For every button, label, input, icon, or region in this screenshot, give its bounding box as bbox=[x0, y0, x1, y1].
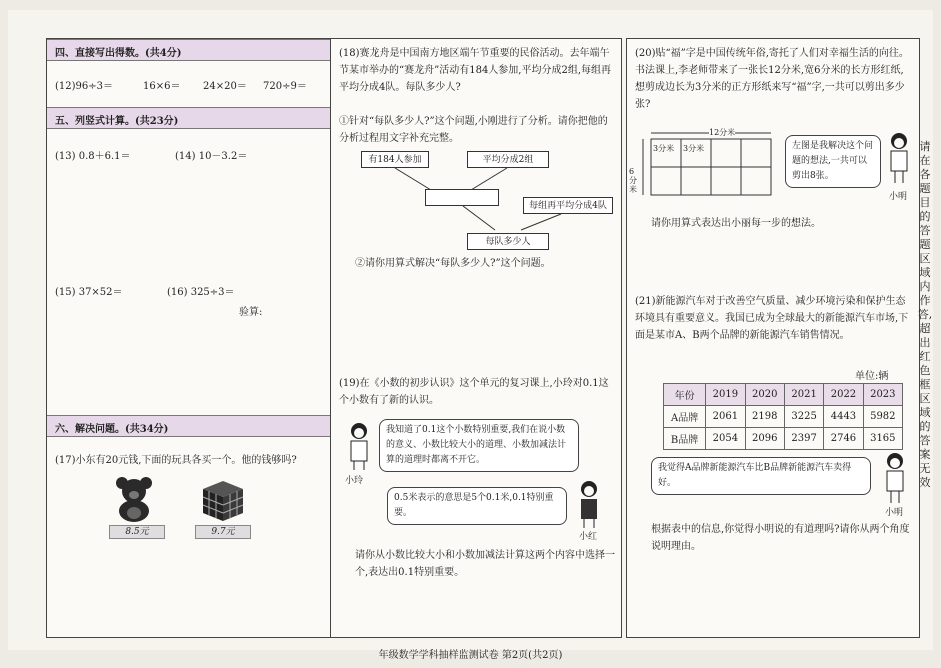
sales-table bbox=[663, 383, 903, 450]
bubble-hong: 0.5米表示的意思是5个0.1米,0.1特别重要。 bbox=[387, 487, 567, 525]
unit-label: 单位:辆 bbox=[855, 371, 889, 382]
q12-item-4: 720÷9＝ bbox=[263, 81, 307, 92]
section-6-title: 六、解决问题。(共34分) bbox=[47, 415, 335, 437]
q17: (17)小东有20元钱,下面的玩具各买一个。他的钱够吗? bbox=[55, 455, 297, 466]
girl-hong-icon bbox=[571, 479, 607, 529]
table-header-cell: 2019 bbox=[706, 384, 745, 406]
girl-ling-icon bbox=[341, 421, 377, 471]
table-header-row bbox=[664, 384, 903, 406]
q13: (13) 0.8＋6.1＝ bbox=[55, 151, 131, 162]
column-right bbox=[626, 38, 920, 638]
name-ming-2: 小明 bbox=[885, 508, 904, 518]
analysis-box-e: 每队多少人 bbox=[467, 233, 549, 250]
q21-text: (21)新能源汽车对于改善空气质量、减少环境污染和保护生态环境具有重要意义。我国已成为全球最大的新能源汽车市场,下面是某市A、B两个品牌的新能源汽车销售情况。 bbox=[635, 296, 909, 341]
table-cell: 2397 bbox=[784, 428, 823, 450]
analysis-box-b: 平均分成2组 bbox=[467, 151, 549, 168]
check-label: 验算: bbox=[239, 307, 263, 318]
price-cube: 9.7元 bbox=[195, 525, 251, 539]
boy-ming-2-icon bbox=[879, 451, 911, 505]
table-row bbox=[664, 428, 903, 450]
q20-ask: 请你用算式表达出小丽每一步的想法。 bbox=[651, 218, 821, 229]
boy-ming-icon bbox=[883, 131, 915, 185]
table-row bbox=[664, 406, 903, 428]
table-header-cell: 2023 bbox=[863, 384, 902, 406]
section-4-title: 四、直接写出得数。(共4分) bbox=[47, 39, 335, 61]
table-header-cell: 2021 bbox=[784, 384, 823, 406]
price-bear: 8.5元 bbox=[109, 525, 165, 539]
section-5-title: 五、列竖式计算。(共23分) bbox=[47, 107, 335, 129]
q18-part1: ①针对“每队多少人?”这个问题,小刚进行了分析。请你把他的分析过程用文字补充完整。 bbox=[339, 116, 608, 144]
analysis-connector-2 bbox=[461, 206, 601, 236]
table-cell: 2746 bbox=[824, 428, 863, 450]
table-cell: B品牌 bbox=[664, 428, 706, 450]
fig-square-1: 3分米 bbox=[653, 144, 675, 153]
bubble-ling: 我知道了0.1这个小数特别重要,我们在说小数的意义、小数比较大小的道理、小数加减法计算的道理时都离不开它。 bbox=[379, 419, 579, 472]
analysis-box-a: 有184人参加 bbox=[361, 151, 429, 168]
table-header-cell: 2022 bbox=[824, 384, 863, 406]
table-cell: A品牌 bbox=[664, 406, 706, 428]
q20-text: (20)贴“福”字是中国传统年俗,寄托了人们对幸福生活的向往。书法课上,李老师带来了一张长12分米,宽6分米的长方形红纸,想剪成边长为3分米的正方形纸来写“福”字,一共可以剪出多少张? bbox=[635, 48, 909, 110]
exam-paper bbox=[8, 10, 933, 650]
table-cell: 4443 bbox=[824, 406, 863, 428]
table-header-cell: 2020 bbox=[745, 384, 784, 406]
column-left bbox=[46, 38, 336, 638]
table-cell: 2054 bbox=[706, 428, 745, 450]
rubik-cube-icon bbox=[197, 475, 247, 523]
table-cell: 5982 bbox=[863, 406, 902, 428]
fig-length: 12分米 bbox=[709, 128, 736, 137]
table-header-cell: 年份 bbox=[664, 384, 706, 406]
q12-item-3: 24×20＝ bbox=[203, 81, 247, 92]
analysis-box-blank[interactable] bbox=[425, 189, 499, 206]
name-ling: 小玲 bbox=[345, 476, 364, 486]
analysis-box-d: 每组再平均分成4队 bbox=[523, 197, 613, 214]
q16: (16) 325÷3＝ bbox=[167, 287, 235, 298]
q19-ask: 请你从小数比较大小和小数加减法计算这两个内容中选择一个,表达出0.1特别重要。 bbox=[355, 550, 615, 578]
teddy-bear-icon bbox=[109, 475, 159, 523]
table-cell: 2096 bbox=[745, 428, 784, 450]
q14: (14) 10－3.2＝ bbox=[175, 151, 248, 162]
answer-area-notice: 请在各题目的答题区域内作答,超出红色框区域的答案无效 bbox=[917, 140, 933, 489]
table-cell: 3165 bbox=[863, 428, 902, 450]
q18-text: (18)赛龙舟是中国南方地区端午节重要的民俗活动。去年端午节某市举办的“赛龙舟”活动有184人参加,平均分成2组,每组再平均分成4队。每队多少人? bbox=[339, 48, 612, 93]
q18-part2: ②请你用算式解决“每队多少人?”这个问题。 bbox=[355, 258, 551, 269]
table-cell: 2061 bbox=[706, 406, 745, 428]
name-ming-1: 小明 bbox=[889, 192, 908, 202]
q12-item-2: 16×6＝ bbox=[143, 81, 181, 92]
q12-item-1: (12)96÷3＝ bbox=[55, 81, 113, 92]
page-footer: 年级数学学科抽样监测试卷 第2页(共2页) bbox=[378, 650, 563, 661]
q19-text: (19)在《小数的初步认识》这个单元的复习课上,小玲对0.1这个小数有了新的认识。 bbox=[339, 378, 609, 406]
q15: (15) 37×52＝ bbox=[55, 287, 123, 298]
table-cell: 3225 bbox=[784, 406, 823, 428]
bubble-ming-2: 我觉得A品牌新能源汽车比B品牌新能源汽车卖得好。 bbox=[651, 457, 871, 495]
fig-square-2: 3分米 bbox=[683, 144, 705, 153]
fig-width: 6分米 bbox=[629, 167, 637, 194]
column-middle bbox=[330, 38, 622, 638]
red-paper-grid bbox=[637, 129, 777, 201]
bubble-ming-1: 左图是我解决这个问题的想法,一共可以剪出8张。 bbox=[785, 135, 881, 188]
q21-ask: 根据表中的信息,你觉得小明说的有道理吗?请你从两个角度说明理由。 bbox=[651, 524, 910, 552]
table-cell: 2198 bbox=[745, 406, 784, 428]
name-hong: 小红 bbox=[579, 532, 598, 542]
